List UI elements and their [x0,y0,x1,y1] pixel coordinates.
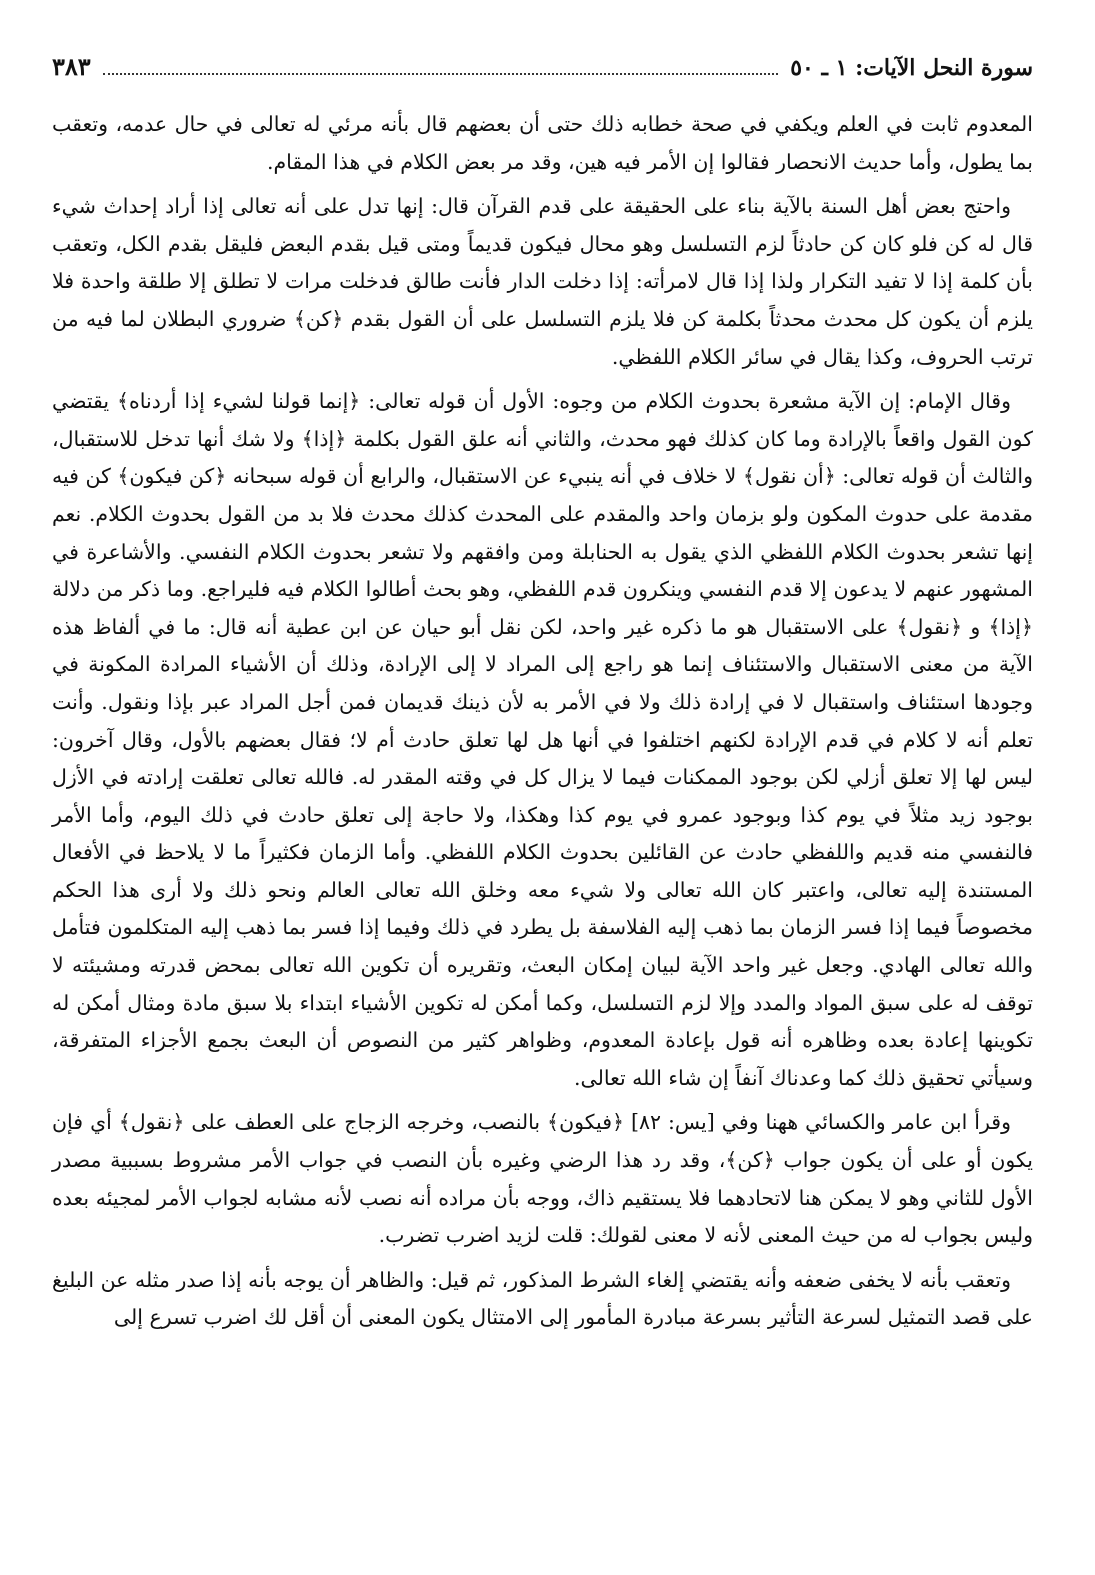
paragraph: المعدوم ثابت في العلم ويكفي في صحة خطابه ذلك حتى أن بعضهم قال بأنه مرئي له تعالى في حال عدمه، وتعقب بما يطول، وأما حديث الانحصار فقالوا إن الأمر فيه هين، وقد مر بعض الكلام في هذا المقام. [52,112,1033,174]
paragraph: وقال الإمام: إن الآية مشعرة بحدوث الكلام من وجوه: الأول أن قوله تعالى: ﴿إنما قولنا لشيء إذا أردناه﴾ يقتضي كون القول واقعاً بالإرادة وما كان كذلك فهو محدث، والثاني أنه علق القول بكلمة ﴿إذا﴾ ولا شك أنها تدخل للاستقبال، والثالث أن قوله تعالى: ﴿أن نقول﴾ لا خلاف في أنه ينبيء عن الاستقبال، والرابع أن قوله سبحانه ﴿كن فيكون﴾ كن فيه مقدمة على حدوث المكون ولو بزمان واحد والمقدم على المحدث كذلك محدث فلا بد من القول بحدوث الكلام. نعم إنها تشعر بحدوث الكلام اللفظي الذي يقول به الحنابلة ومن وافقهم ولا تشعر بحدوث الكلام النفسي. والأشاعرة في المشهور عنهم لا يدعون إلا قدم النفسي وينكرون قدم اللفظي، وهو بحث أطالوا الكلام فيه فليراجع. وما ذكر من دلالة ﴿إذا﴾ و ﴿نقول﴾ على الاستقبال هو ما ذكره غير واحد، لكن نقل أبو حيان عن ابن عطية أنه قال: ما في ألفاظ هذه الآية من معنى الاستقبال والاستئناف إنما هو راجع إلى المراد لا إلى الإرادة، وذلك أن الأشياء المرادة المكونة في وجودها استئناف واستقبال لا في إرادة ذلك ولا في الأمر به لأن ذينك قديمان فمن أجل المراد عبر بإذا ونقول. وأنت تعلم أنه لا كلام في قدم الإرادة لكنهم اختلفوا في أنها هل لها تعلق حادث أم لا؛ فقال بعضهم بالأول، وقال آخرون: ليس لها إلا تعلق أزلي لكن بوجود الممكنات فيما لا يزال كل في وقته المقدر له. فالله تعالى تعلقت إرادته في الأزل بوجود زيد مثلاً في يوم كذا وبوجود عمرو في يوم كذا وهكذا، ولا حاجة إلى تعلق حادث في ذلك اليوم، وأما الأمر فالنفسي منه قديم واللفظي حادث عن القائلين بحدوث الكلام اللفظي. وأما الزمان فكثيراً ما لا يلاحظ في الأفعال المستندة إليه تعالى، واعتبر كان الله تعالى ولا شيء معه وخلق الله تعالى العالم ونحو ذلك ولا أرى هذا الحكم مخصوصاً فيما إذا فسر الزمان بما ذهب إليه الفلاسفة بل يطرد في ذلك وفيما إذا فسر بما ذهب إليه المتكلمون فتأمل والله تعالى الهادي. وجعل غير واحد الآية لبيان إمكان البعث، وتقريره أن تكوين الله تعالى بمحض قدرته ومشيئته لا توقف له على سبق المواد والمدد وإلا لزم التسلسل، وكما أمكن له تكوين الأشياء ابتداء بلا سبق مادة ومثال أمكن له تكوينها إعادة بعده وظاهره أنه قول بإعادة المعدوم، وظواهر كثير من النصوص أن البعث بجمع الأجزاء المتفرقة، وسيأتي تحقيق ذلك كما وعدناك آنفاً إن شاء الله تعالى. [52,389,1033,1090]
paragraph: وتعقب بأنه لا يخفى ضعفه وأنه يقتضي إلغاء الشرط المذكور، ثم قيل: والظاهر أن يوجه بأنه إذا صدر مثله عن البليغ على قصد التمثيل لسرعة التأثير بسرعة مبادرة المأمور إلى الامتثال يكون المعنى أن أقل لك اضرب تسرع إلى [52,1267,1033,1330]
body-text [52,106,1033,1337]
paragraph: وقرأ ابن عامر والكسائي ههنا وفي [يس: ٨٢] ﴿فيكون﴾ بالنصب، وخرجه الزجاج على العطف على ﴿نقول﴾ أي فإن يكون أو على أن يكون جواب ﴿كن﴾، وقد رد هذا الرضي وغيره بأن النصب في جواب الأمر مشروط بسببية مصدر الأول للثاني وهو لا يمكن هنا لاتحادهما فلا يستقيم ذاك، ووجه بأن مراده أنه نصب لأنه مشابه لجواب الأمر لمجيئه بعده وليس بجواب له من حيث المعنى لأنه لا معنى لقولك: قلت لزيد اضرب تضرب. [52,1110,1033,1248]
running-header [52,52,1033,96]
paragraph: واحتج بعض أهل السنة بالآية بناء على الحقيقة على قدم القرآن قال: إنها تدل على أنه تعالى إذا أراد إحداث شيء قال له كن فلو كان كن حادثاً لزم التسلسل وهو محال فيكون قديماً ومتى قيل بقدم البعض فليقل بقدم الكل، وتعقب بأن كلمة إذا لا تفيد التكرار ولذا إذا قال لامرأته: إذا دخلت الدار فأنت طالق فدخلت مرات لا تطلق إلا طلقة واحدة فلا يلزم أن يكون كل محدث محدثاً بكلمة كن فلا يلزم التسلسل على أن القول بقدم ﴿كن﴾ ضروري البطلان لما فيه من ترتب الحروف، وكذا يقال في سائر الكلام اللفظي. [52,194,1033,369]
dotted-leader [103,72,779,75]
page-number: ٣٨٣ [52,52,91,81]
running-title: سورة النحل الآيات: ١ ـ ٥٠ [790,55,1033,81]
